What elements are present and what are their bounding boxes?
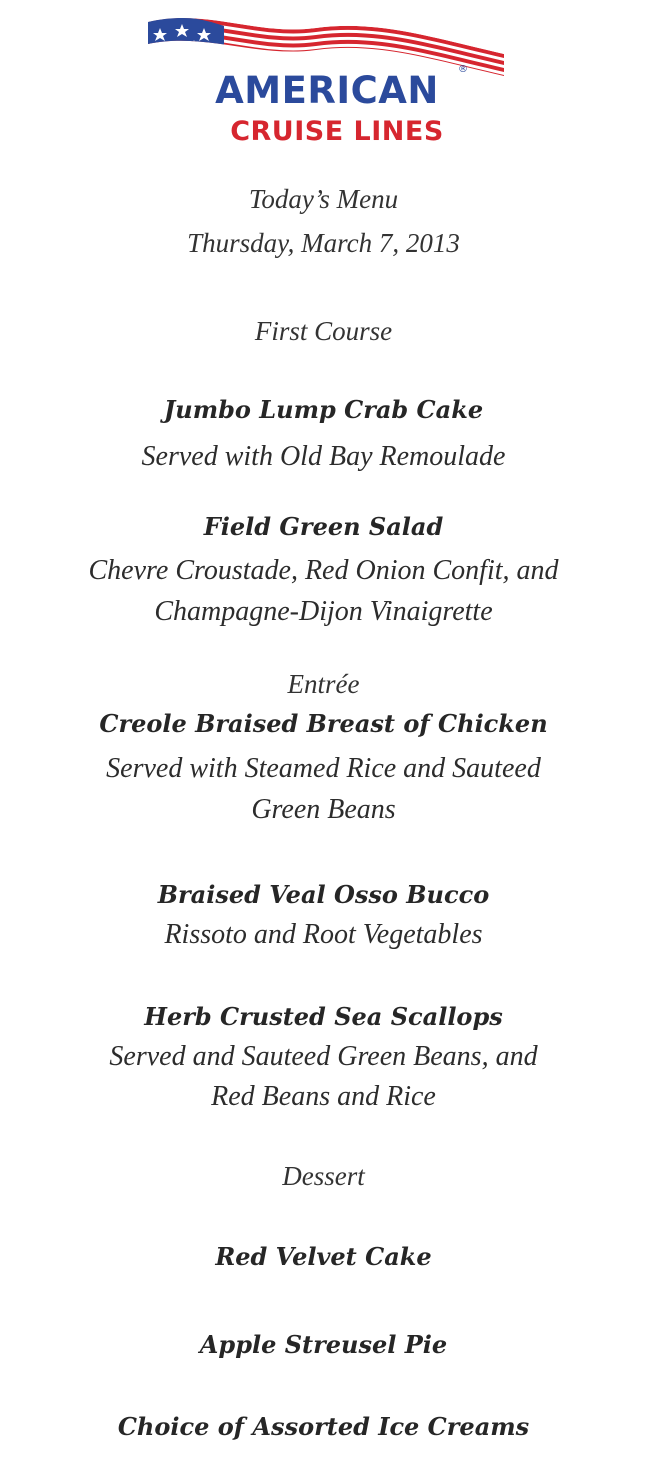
dish-description: Green Beans — [251, 794, 396, 825]
dish-description: Champagne-Dijon Vinaigrette — [154, 596, 493, 627]
dish-name: Field Green Salad — [203, 512, 444, 541]
dish-description: Served with Steamed Rice and Sauteed — [106, 753, 541, 784]
section-heading-entree: Entrée — [287, 669, 360, 699]
dish-description: Rissoto and Root Vegetables — [164, 919, 483, 950]
dish-name: Braised Veal Osso Bucco — [157, 880, 490, 909]
american-cruise-lines-logo — [146, 14, 506, 154]
dish-description: Served and Sauteed Green Beans, and — [109, 1041, 538, 1072]
menu-title: Today’s Menu — [248, 184, 399, 214]
dish-name: Herb Crusted Sea Scallops — [144, 1002, 503, 1031]
dish-description: Served with Old Bay Remoulade — [141, 441, 506, 472]
dish-name: Creole Braised Breast of Chicken — [99, 709, 548, 738]
dish-description: Red Beans and Rice — [211, 1081, 436, 1112]
dish-name: Choice of Assorted Ice Creams — [117, 1412, 530, 1441]
dish-name: Red Velvet Cake — [215, 1242, 432, 1271]
dish-name: Jumbo Lump Crab Cake — [163, 395, 484, 424]
section-heading-dessert: Dessert — [282, 1161, 365, 1191]
registered-mark: ® — [458, 64, 468, 75]
dish-description: Chevre Croustade, Red Onion Confit, and — [88, 555, 559, 586]
logo-wordmark-american: AMERICAN — [215, 69, 439, 112]
section-heading-first-course: First Course — [254, 316, 393, 346]
logo-wordmark-cruise-lines: CRUISE LINES — [230, 116, 444, 147]
menu-date: Thursday, March 7, 2013 — [187, 228, 460, 258]
dish-name: Apple Streusel Pie — [199, 1330, 448, 1359]
